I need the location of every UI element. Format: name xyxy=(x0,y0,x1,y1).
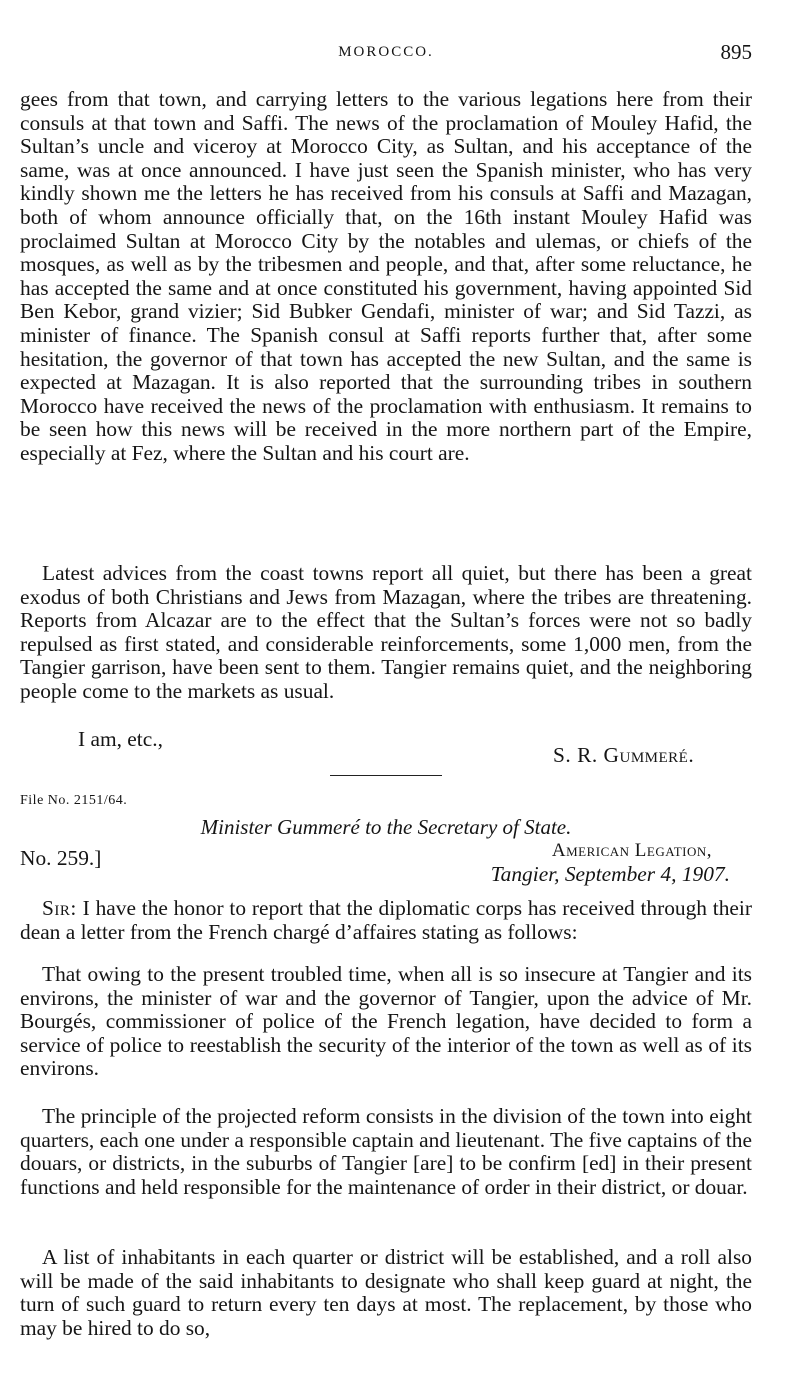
legation-heading: American Legation, xyxy=(551,840,712,861)
page-number: 895 xyxy=(720,40,752,64)
letter2-paragraph-1-text: I have the honor to report that the diplomatic corps has received through their dean a letter from the French chargé d’affaires stating as follows: xyxy=(20,896,752,944)
letter2-paragraph-2: That owing to the present troubled time, when all is so insecure at Tangier and its environs, the minister of war and the governor of Tangier, upon the advice of Mr. Bourgés, commissioner of police of the French legation, have decided to form a service of police to reestablish the security of the interior of the town as well as of its environs. xyxy=(20,962,752,1081)
document-title: Minister Gummeré to the Secretary of State. xyxy=(200,815,572,839)
letter2-paragraph-1 xyxy=(20,897,752,944)
letter1-closing: I am, etc., xyxy=(78,727,163,751)
running-head xyxy=(20,40,752,70)
letter2-paragraph-4: A list of inhabitants in each quarter or district will be established, and a roll also will be made of the said inhabitants to designate who shall keep guard at night, the turn of such guard to return every ten days at most. The replacement, by those who may be hired to do so, xyxy=(20,1245,752,1340)
letter2-paragraph-3: The principle of the projected reform consists in the division of the town into eight quarters, each one under a responsible captain and lieutenant. The five captains of the douars, or districts, in the suburbs of Tangier [are] to be confirm [ed] in their present functions and held responsible for the maintenance of order in their district, or douar. xyxy=(20,1104,752,1199)
letter1-paragraph-2: Latest advices from the coast towns report all quiet, but there has been a great exodus of both Christians and Jews from Mazagan, where the tribes are threatening. Reports from Alcazar are to the effect that the Sultan’s forces were not so badly repulsed as first stated, and considerable reinforcements, some 1,000 men, from the Tangier garrison, have been sent to them. Tangier remains quiet, and the neighboring people come to the markets as usual. xyxy=(20,561,752,703)
section-divider xyxy=(330,775,442,776)
running-title: MOROCCO. xyxy=(338,44,434,60)
dateline: Tangier, September 4, 1907. xyxy=(490,862,730,886)
letter1-signature: S. R. Gummeré. xyxy=(553,743,695,767)
salutation: Sir: xyxy=(42,896,77,920)
document-number: No. 259.] xyxy=(20,846,102,870)
letter1-paragraph-1: gees from that town, and carrying letters to the various legations here from their consuls at that town and Saffi. The news of the proclamation of Mouley Hafid, the Sultan’s uncle and viceroy at Morocco City, as Sultan, and his acceptance of the same, was at once announced. I have just seen the Spanish minister, who has very kindly shown me the letters he has received from his consuls at Saffi and Mazagan, both of whom announce officially that, on the 16th instant Mouley Hafid was proclaimed Sultan at Morocco City by the notables and ulemas, or chiefs of the mosques, as well as by the tribesmen and people, and that, after some reluctance, he has accepted the same and at once constituted his government, having appointed Sid Ben Kebor, grand vizier; Sid Bubker Gendafi, minister of war; and Sid Tazzi, as minister of finance. The Spanish consul at Saffi reports further that, after some hesitation, the governor of that town has accepted the new Sultan, and the same is expected at Mazagan. It is also reported that the surrounding tribes in southern Morocco have received the news of the proclamation with enthusiasm. It remains to be seen how this news will be received in the more northern part of the Empire, especially at Fez, where the Sultan and his court are. xyxy=(20,87,752,465)
file-number: File No. 2151/64. xyxy=(20,793,128,808)
